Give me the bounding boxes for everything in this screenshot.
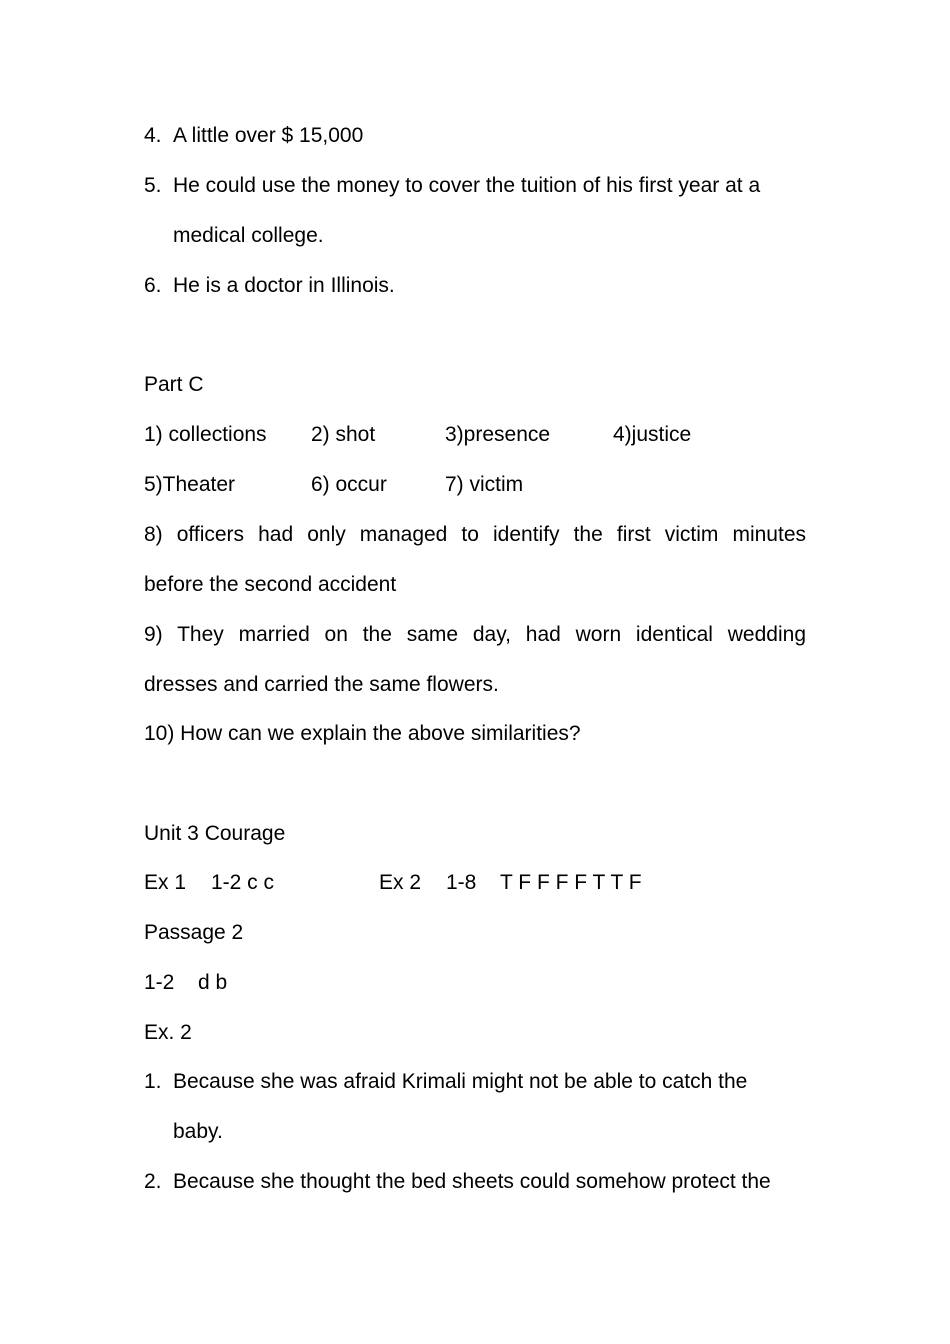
unit3-answer-2 [144, 1167, 806, 1197]
vocab-answer-5: 5)Theater [144, 473, 236, 496]
answer-number: 1. [144, 1070, 162, 1093]
part-c-item-9-line-1: 9) They married on the same day, had worn identical wedding [144, 623, 806, 646]
answer-text-continued: medical college. [173, 224, 324, 247]
vocab-answer-6: 6) occur [311, 473, 387, 496]
exercise-row [144, 868, 806, 898]
answer-number: 5. [144, 174, 162, 197]
answer-number: 4. [144, 124, 162, 147]
unit3-answer-1-continued [144, 1117, 806, 1147]
vocab-answer-7: 7) victim [445, 473, 524, 496]
unit-3-heading: Unit 3 Courage [144, 822, 286, 845]
ex1-label: Ex 1 [144, 871, 187, 894]
unit3-answer-1 [144, 1067, 806, 1097]
part-c-item-10: 10) How can we explain the above similarities? [144, 722, 581, 745]
answer-number: 2. [144, 1170, 162, 1193]
part-c-row-2 [144, 470, 806, 500]
part-c-item-8-line-2: before the second accident [144, 573, 397, 596]
answer-text: He is a doctor in Illinois. [173, 274, 395, 297]
answer-text: He could use the money to cover the tuition of his first year at a [173, 174, 761, 197]
vocab-answer-1: 1) collections [144, 423, 267, 446]
passage-heading: Passage 2 [144, 921, 244, 944]
ex2-range: 1-8 [446, 871, 477, 894]
answer-text-continued: baby. [173, 1120, 223, 1143]
part-c-item-8-line-1: 8) officers had only managed to identify the first victim minutes [144, 523, 806, 546]
part-c-item-9-line-2: dresses and carried the same flowers. [144, 673, 499, 696]
answer-item-4 [144, 121, 806, 151]
ex2-label: Ex 2 [379, 871, 422, 894]
answer-item-6 [144, 271, 806, 301]
passage-answer: d b [198, 971, 228, 994]
vocab-answer-3: 3)presence [445, 423, 551, 446]
answer-number: 6. [144, 274, 162, 297]
passage-answer-row [144, 968, 806, 998]
ex1-answer: 1-2 c c [211, 871, 275, 894]
ex-2-heading: Ex. 2 [144, 1021, 192, 1044]
answer-item-5 [144, 171, 806, 201]
part-c-heading: Part C [144, 373, 204, 396]
answer-text: A little over $ 15,000 [173, 124, 364, 147]
passage-range: 1-2 [144, 971, 175, 994]
vocab-answer-4: 4)justice [613, 423, 692, 446]
answer-item-5-continued [144, 221, 806, 251]
ex2-answer: T F F F F T T F [500, 871, 642, 894]
answer-text: Because she was afraid Krimali might not be able to catch the [173, 1070, 748, 1093]
answer-text: Because she thought the bed sheets could somehow protect the [173, 1170, 771, 1193]
part-c-row-1 [144, 420, 806, 450]
vocab-answer-2: 2) shot [311, 423, 376, 446]
